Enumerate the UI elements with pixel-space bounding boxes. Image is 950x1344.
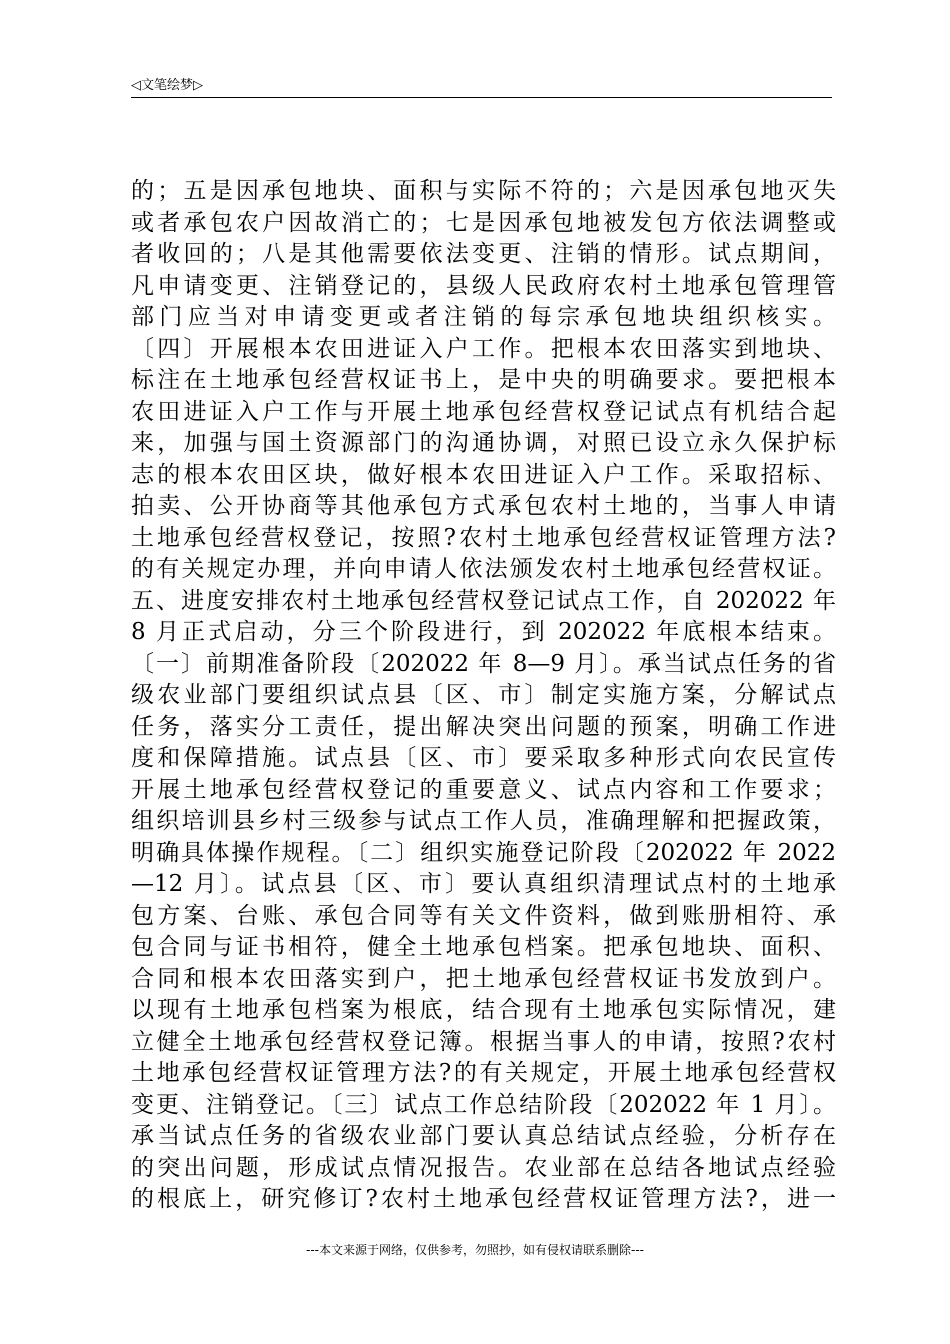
- body-line: 五、进度安排农村土地承包经营权登记试点工作，自 202022 年: [131, 587, 836, 614]
- body-line: 志的根本农田区块，做好根本农田进证入户工作。采取招标、: [131, 461, 836, 488]
- body-line: 的突出问题，形成试点情况报告。农业部在总结各地试点经验: [131, 1154, 836, 1181]
- body-line: 凡申请变更、注销登记的，县级人民政府农村土地承包管理管: [131, 272, 836, 299]
- header-divider: [131, 97, 832, 98]
- body-line: 的有关规定办理，并向申请人依法颁发农村土地承包经营权证。: [131, 556, 836, 582]
- body-line: 承当试点任务的省级农业部门要认真总结试点经验，分析存在: [131, 1123, 836, 1149]
- page-footer: ---本文来源于网络，仅供参考，勿照抄，如有侵权请联系删除---: [306, 1243, 644, 1257]
- header-title: ◁文笔绘梦▷: [131, 78, 203, 93]
- body-line: 变更、注销登记。〔三〕试点工作总结阶段〔202022 年 1 月〕。: [131, 1091, 836, 1118]
- body-line: 的根底上，研究修订?农村土地承包经营权证管理方法?，进一: [131, 1186, 836, 1212]
- body-line: 〔一〕前期准备阶段〔202022 年 8—9 月〕。承当试点任务的省: [131, 650, 836, 677]
- body-line: 部门应当对申请变更或者注销的每宗承包地块组织核实。: [131, 304, 836, 330]
- body-line: 〔四〕开展根本农田进证入户工作。把根本农田落实到地块、: [131, 335, 836, 362]
- body-line: 以现有土地承包档案为根底，结合现有土地承包实际情况，建: [131, 997, 836, 1023]
- page-header: [131, 74, 832, 98]
- body-line: 立健全土地承包经营权登记簿。根据当事人的申请，按照?农村: [131, 1028, 836, 1055]
- body-line: 包合同与证书相符，健全土地承包档案。把承包地块、面积、: [131, 934, 836, 960]
- body-line: —12 月〕。试点县〔区、市〕要认真组织清理试点村的土地承: [131, 871, 836, 897]
- body-line: 拍卖、公开协商等其他承包方式承包农村土地的，当事人申请: [131, 493, 836, 519]
- body-line: 合同和根本农田落实到户，把土地承包经营权证书发放到户。: [131, 965, 836, 992]
- body-line: 者收回的；八是其他需要依法变更、注销的情形。试点期间，: [131, 241, 836, 267]
- body-line: 的；五是因承包地块、面积与实际不符的；六是因承包地灭失: [131, 178, 836, 204]
- body-line: 土地承包经营权证管理方法?的有关规定，开展土地承包经营权: [131, 1060, 836, 1086]
- body-line: 明确具体操作规程。〔二〕组织实施登记阶段〔202022 年 2022: [131, 839, 836, 866]
- body-line: 组织培训县乡村三级参与试点工作人员，准确理解和把握政策，: [131, 808, 836, 834]
- body-line: 度和保障措施。试点县〔区、市〕要采取多种形式向农民宣传: [131, 745, 836, 771]
- body-line: 任务，落实分工责任，提出解决突出问题的预案，明确工作进: [131, 713, 836, 740]
- body-line: 土地承包经营权登记，按照?农村土地承包经营权证管理方法?: [131, 524, 836, 551]
- body-line: 开展土地承包经营权登记的重要意义、试点内容和工作要求；: [131, 776, 836, 803]
- body-line: 包方案、台账、承包合同等有关文件资料，做到账册相符、承: [131, 902, 836, 929]
- body-line: 级农业部门要组织试点县〔区、市〕制定实施方案，分解试点: [131, 682, 836, 708]
- body-line: 标注在土地承包经营权证书上，是中央的明确要求。要把根本: [131, 367, 836, 393]
- body-line: 来，加强与国土资源部门的沟通协调，对照已设立永久保护标: [131, 430, 836, 456]
- body-line: 或者承包农户因故消亡的；七是因承包地被发包方依法调整或: [131, 209, 836, 236]
- body-line: 8 月正式启动，分三个阶段进行，到 202022 年底根本结束。: [131, 619, 836, 645]
- body-line: 农田进证入户工作与开展土地承包经营权登记试点有机结合起: [131, 398, 836, 425]
- document-body: [131, 176, 836, 1216]
